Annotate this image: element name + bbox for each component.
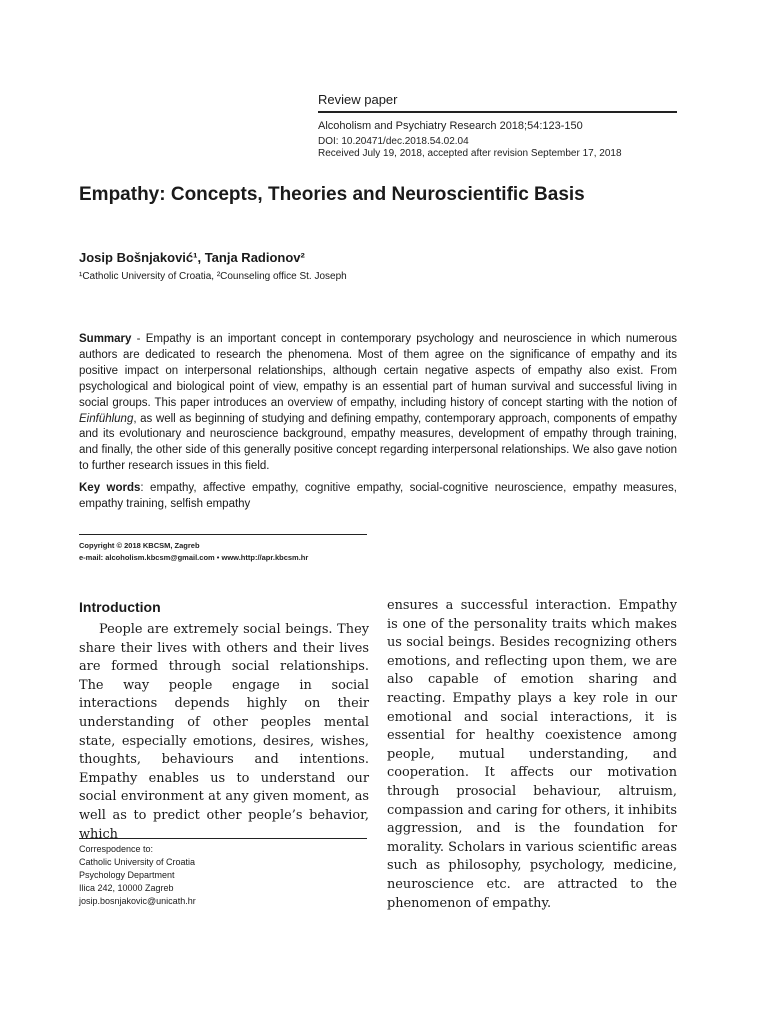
keywords-paragraph xyxy=(79,481,677,513)
summary-italic-term: Einfühlung xyxy=(79,412,134,425)
doi[interactable]: DOI: 10.20471/dec.2018.54.02.04 xyxy=(318,136,469,147)
copyright-rule xyxy=(79,534,367,535)
section-heading-introduction: Introduction xyxy=(79,599,161,615)
correspondence-rule xyxy=(79,838,367,839)
correspondence-line: Ilica 242, 10000 Zagreb xyxy=(79,883,174,893)
affiliations: ¹Catholic University of Croatia, ²Counseling office St. Joseph xyxy=(79,271,347,282)
correspondence-block xyxy=(79,843,196,908)
introduction-column-2: ensures a successful interaction. Empathy is one of the personality traits which makes us social beings. Besides recognizing others emotions, and reflecting upon them, we are also capable of emotion sharing and reacting. Empathy plays a key role in our emotional and social interactions, it is essential for healthy coexistence among people, mutual understanding, and cooperation. It affects our motivation through prosocial behaviour, altruism, compassion and caring for others, it inhibits aggression, and is the foundation for morality. Scholars in various scientific areas such as philosophy, psychology, medicine, neuroscience etc. are attracted to the phenomenon of empathy. xyxy=(387,598,677,911)
keywords-label: Key words xyxy=(79,482,141,494)
keywords-text: : empathy, affective empathy, cognitive empathy, social-cognitive neuroscience, empathy measures, empathy training, selfish empathy xyxy=(79,482,677,510)
correspondence-line: Catholic University of Croatia xyxy=(79,857,196,867)
correspondence-line: Psychology Department xyxy=(79,870,175,880)
correspondence-heading: Correspodence to: xyxy=(79,844,154,854)
introduction-column-1: People are extremely social beings. They share their lives with others and their lives are formed through social relationships. The way people engage in social interactions depends highly on their understanding of other peoples mental state, especially emotions, desires, wishes, thoughts, behaviours and intentions. Empathy enables us to understand our social environment at any given moment, as well as to predict other people’s behavior, which xyxy=(79,622,369,842)
summary-text-1: - Empathy is an important concept in contemporary psychology and neuroscience in which numerous authors are dedicated to research the phenomena. Most of them agree on the significance of empathy and its positive impact on interpersonal relationships, although certain negative aspects of empathy also exist. From psychological and biological point of view, empathy is an essential part of human survival and successful living in social groups. This paper introduces an overview of empathy, including history of concept starting with the notion of xyxy=(79,333,677,409)
authors: Josip Bošnjaković¹, Tanja Radionov² xyxy=(79,250,305,265)
header-rule xyxy=(318,111,677,113)
received-dates: Received July 19, 2018, accepted after revision September 17, 2018 xyxy=(318,148,622,159)
summary-label: Summary xyxy=(79,333,132,345)
article-title: Empathy: Concepts, Theories and Neuroscientific Basis xyxy=(79,184,585,205)
paper-type-label: Review paper xyxy=(318,92,398,107)
summary-text-2: , as well as beginning of studying and defining empathy, contemporary approach, components of empathy and its evolutionary and neuroscience background, empathy measures, development of empathy through training, and finally, the other side of this generally positive concept regarding interpersonal relationships. We also gave notion to further research issues in this field. xyxy=(79,412,677,473)
journal-citation: Alcoholism and Psychiatry Research 2018;54:123-150 xyxy=(318,120,583,132)
summary-paragraph xyxy=(79,332,677,475)
contact-line[interactable]: e-mail: alcoholism.kbcsm@gmail.com • www.http://apr.kbcsm.hr xyxy=(79,553,309,562)
correspondence-email[interactable]: josip.bosnjakovic@unicath.hr xyxy=(79,896,196,906)
copyright-line: Copyright © 2018 KBCSM, Zagreb xyxy=(79,541,200,550)
